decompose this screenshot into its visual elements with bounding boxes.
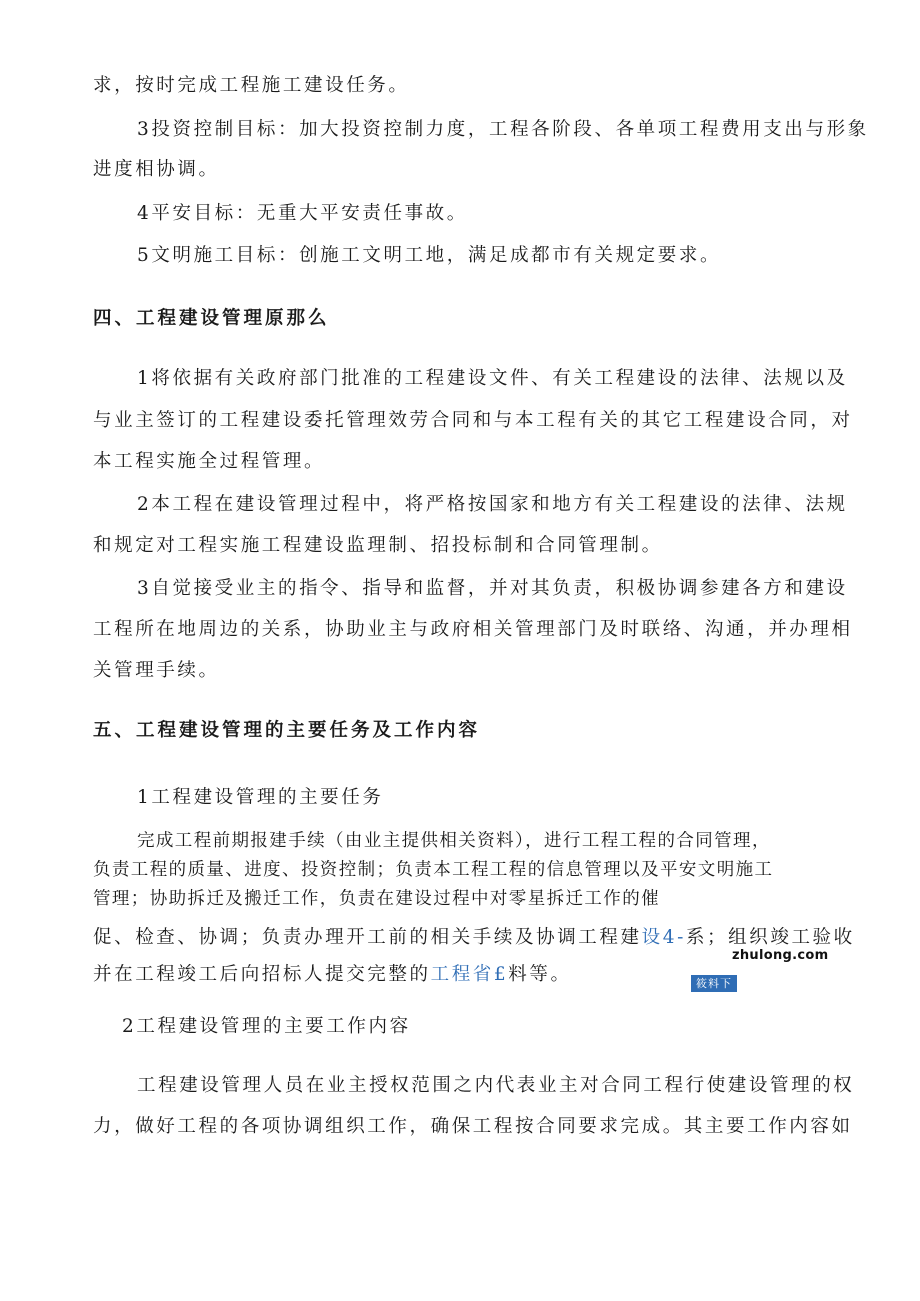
para-line: 3自觉接受业主的指令、指导和监督，并对其负责，积极协调参建各方和建设 bbox=[137, 578, 848, 599]
subsection-heading: 2工程建设管理的主要工作内容 bbox=[122, 1016, 411, 1037]
para-line: 4平安目标：无重大平安责任事故。 bbox=[137, 203, 468, 224]
para-line: 促、检查、协调；负责办理开工前的相关手续及协调工程建设4-系；组织竣工验收 bbox=[93, 927, 855, 948]
para-line: 关管理手续。 bbox=[93, 660, 220, 681]
subsection-heading: 1工程建设管理的主要任务 bbox=[137, 787, 384, 808]
para-line: 工程建设管理人员在业主授权范围之内代表业主对合同工程行使建设管理的权 bbox=[137, 1075, 855, 1096]
para-line: 力，做好工程的各项协调组织工作，确保工程按合同要求完成。其主要工作内容如 bbox=[93, 1116, 853, 1137]
para-line: 本工程实施全过程管理。 bbox=[93, 451, 326, 472]
watermark-site: zhulong.com bbox=[732, 948, 829, 963]
section-heading: 五、工程建设管理的主要任务及工作内容 bbox=[93, 720, 481, 741]
watermark-badge: 筱料下 bbox=[691, 975, 737, 992]
section-heading: 四、工程建设管理原那么 bbox=[93, 308, 330, 329]
para-line: 5文明施工目标：创施工文明工地，满足成都市有关规定要求。 bbox=[137, 245, 722, 266]
para-line: 管理；协助拆迁及搬迁工作，负责在建设过程中对零星拆迁工作的催 bbox=[93, 889, 660, 909]
para-line: 1将依据有关政府部门批准的工程建设文件、有关工程建设的法律、法规以及 bbox=[137, 368, 848, 389]
para-line: 3投资控制目标：加大投资控制力度，工程各阶段、各单项工程费用支出与形象 bbox=[137, 119, 869, 140]
para-line: 负责工程的质量、进度、投资控制；负责本工程工程的信息管理以及平安文明施工 bbox=[93, 860, 774, 880]
para-line: 并在工程竣工后向招标人提交完整的工程省£料等。 bbox=[93, 964, 572, 985]
para-line: 进度相协调。 bbox=[93, 159, 220, 180]
para-line: 2本工程在建设管理过程中，将严格按国家和地方有关工程建设的法律、法规 bbox=[137, 494, 848, 515]
para-line: 求，按时完成工程施工建设任务。 bbox=[93, 75, 410, 96]
para-line: 工程所在地周边的关系，协助业主与政府相关管理部门及时联络、沟通，并办理相 bbox=[93, 619, 853, 640]
para-line: 和规定对工程实施工程建设监理制、招投标制和合同管理制。 bbox=[93, 535, 663, 556]
para-line: 完成工程前期报建手续（由业主提供相关资料），进行工程工程的合同管理， bbox=[137, 831, 771, 851]
para-line: 与业主签订的工程建设委托管理效劳合同和与本工程有关的其它工程建设合同，对 bbox=[93, 410, 853, 431]
